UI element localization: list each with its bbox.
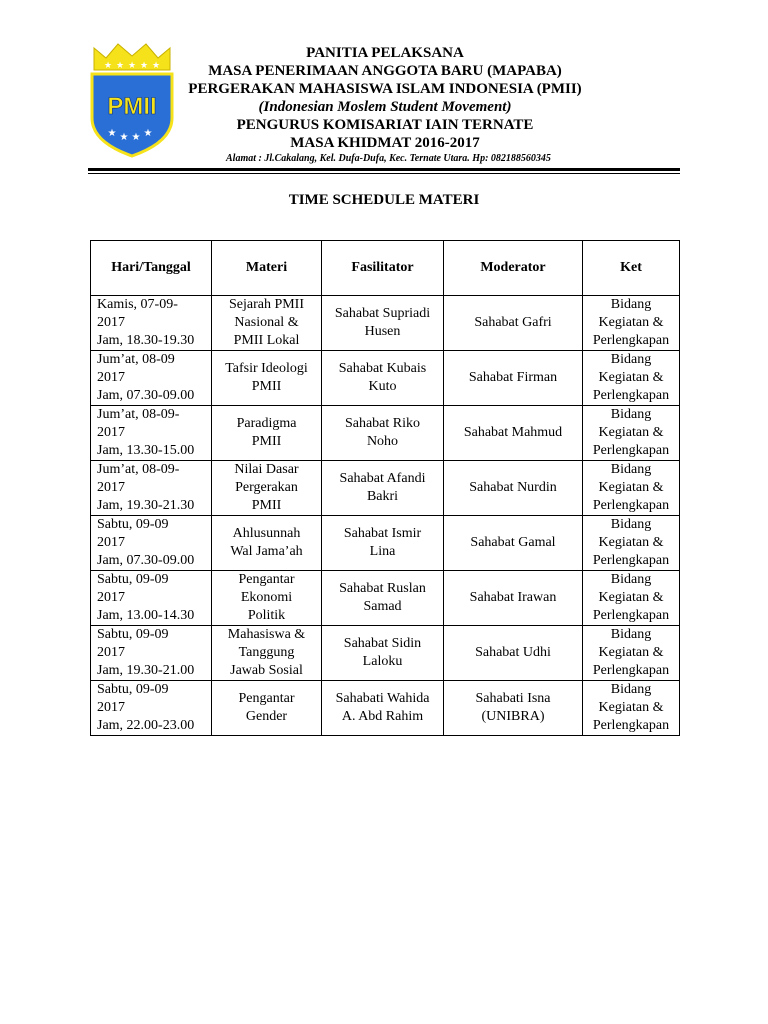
cell-material: Ahlusunnah Wal Jama’ah: [212, 516, 322, 571]
cell-material: Pengantar Ekonomi Politik: [212, 571, 322, 626]
cell-facilitator: Sahabati Wahida A. Abd Rahim: [322, 681, 444, 736]
header-facilitator: Fasilitator: [322, 241, 444, 296]
cell-note: Bidang Kegiatan & Perlengkapan: [583, 681, 680, 736]
commissariat-name: PENGURUS KOMISARIAT IAIN TERNATE: [236, 117, 534, 133]
cell-date: Sabtu, 09-09 2017 Jam, 13.00-14.30: [91, 571, 212, 626]
cell-date: Jum’at, 08-09- 2017 Jam, 19.30-21.30: [91, 461, 212, 516]
cell-moderator: Sahabat Firman: [444, 351, 583, 406]
event-name: MASA PENERIMAAN ANGGOTA BARU (MAPABA): [208, 63, 562, 79]
header-material: Materi: [212, 241, 322, 296]
header-rule-thin: [88, 173, 680, 174]
cell-note: Bidang Kegiatan & Perlengkapan: [583, 351, 680, 406]
svg-text:★: ★: [151, 61, 161, 71]
document-title: TIME SCHEDULE MATERI: [288, 192, 480, 208]
cell-date: Sabtu, 09-09 2017 Jam, 22.00-23.00: [91, 681, 212, 736]
cell-material: Mahasiswa & Tanggung Jawab Sosial: [212, 626, 322, 681]
cell-material: Pengantar Gender: [212, 681, 322, 736]
cell-date: Jum’at, 08-09 2017 Jam, 07.30-09.00: [91, 351, 212, 406]
table-row: [91, 351, 680, 406]
schedule-table: [90, 240, 680, 736]
cell-note: Bidang Kegiatan & Perlengkapan: [583, 516, 680, 571]
cell-material: Tafsir Ideologi PMII: [212, 351, 322, 406]
table-row: [91, 406, 680, 461]
organization-name: PERGERAKAN MAHASISWA ISLAM INDONESIA (PMII): [188, 81, 582, 97]
cell-material: Sejarah PMII Nasional & PMII Lokal: [212, 296, 322, 351]
cell-note: Bidang Kegiatan & Perlengkapan: [583, 406, 680, 461]
cell-moderator: Sahabat Udhi: [444, 626, 583, 681]
svg-text:★: ★: [131, 132, 141, 143]
svg-text:★: ★: [103, 61, 113, 71]
organization-english: (Indonesian Moslem Student Movement): [258, 99, 512, 115]
svg-text:★: ★: [127, 61, 137, 71]
cell-moderator: Sahabati Isna (UNIBRA): [444, 681, 583, 736]
cell-facilitator: Sahabat Supriadi Husen: [322, 296, 444, 351]
cell-note: Bidang Kegiatan & Perlengkapan: [583, 626, 680, 681]
svg-text:★: ★: [107, 128, 117, 139]
header-moderator: Moderator: [444, 241, 583, 296]
letterhead: [170, 44, 600, 152]
table-row: [91, 296, 680, 351]
cell-material: Nilai Dasar Pergerakan PMII: [212, 461, 322, 516]
table-row: [91, 626, 680, 681]
cell-moderator: Sahabat Irawan: [444, 571, 583, 626]
committee-name: PANITIA PELAKSANA: [306, 45, 464, 61]
cell-facilitator: Sahabat Sidin Laloku: [322, 626, 444, 681]
cell-date: Sabtu, 09-09 2017 Jam, 07.30-09.00: [91, 516, 212, 571]
pmii-logo: [86, 40, 178, 158]
cell-moderator: Sahabat Mahmud: [444, 406, 583, 461]
header-rule-thick: [88, 168, 680, 171]
cell-date: Kamis, 07-09- 2017 Jam, 18.30-19.30: [91, 296, 212, 351]
cell-moderator: Sahabat Gamal: [444, 516, 583, 571]
cell-facilitator: Sahabat Kubais Kuto: [322, 351, 444, 406]
cell-note: Bidang Kegiatan & Perlengkapan: [583, 571, 680, 626]
svg-text:★: ★: [143, 128, 153, 139]
table-row: [91, 571, 680, 626]
cell-facilitator: Sahabat Afandi Bakri: [322, 461, 444, 516]
table-row: [91, 681, 680, 736]
table-header-row: [91, 241, 680, 296]
cell-date: Jum’at, 08-09- 2017 Jam, 13.30-15.00: [91, 406, 212, 461]
svg-text:★: ★: [119, 132, 129, 143]
svg-text:★: ★: [139, 61, 149, 71]
cell-moderator: Sahabat Nurdin: [444, 461, 583, 516]
service-period: MASA KHIDMAT 2016-2017: [290, 135, 480, 151]
cell-moderator: Sahabat Gafri: [444, 296, 583, 351]
logo-text: PMII: [107, 93, 157, 120]
svg-text:★: ★: [115, 61, 125, 71]
cell-facilitator: Sahabat Ruslan Samad: [322, 571, 444, 626]
address: Alamat : Jl.Cakalang, Kel. Dufa-Dufa, Kec. Ternate Utara. Hp: 082188560345: [226, 153, 551, 164]
header-note: Ket: [583, 241, 680, 296]
header-date: Hari/Tanggal: [91, 241, 212, 296]
table-row: [91, 461, 680, 516]
cell-facilitator: Sahabat Ismir Lina: [322, 516, 444, 571]
cell-note: Bidang Kegiatan & Perlengkapan: [583, 296, 680, 351]
cell-facilitator: Sahabat Riko Noho: [322, 406, 444, 461]
cell-note: Bidang Kegiatan & Perlengkapan: [583, 461, 680, 516]
cell-material: Paradigma PMII: [212, 406, 322, 461]
table-row: [91, 516, 680, 571]
cell-date: Sabtu, 09-09 2017 Jam, 19.30-21.00: [91, 626, 212, 681]
